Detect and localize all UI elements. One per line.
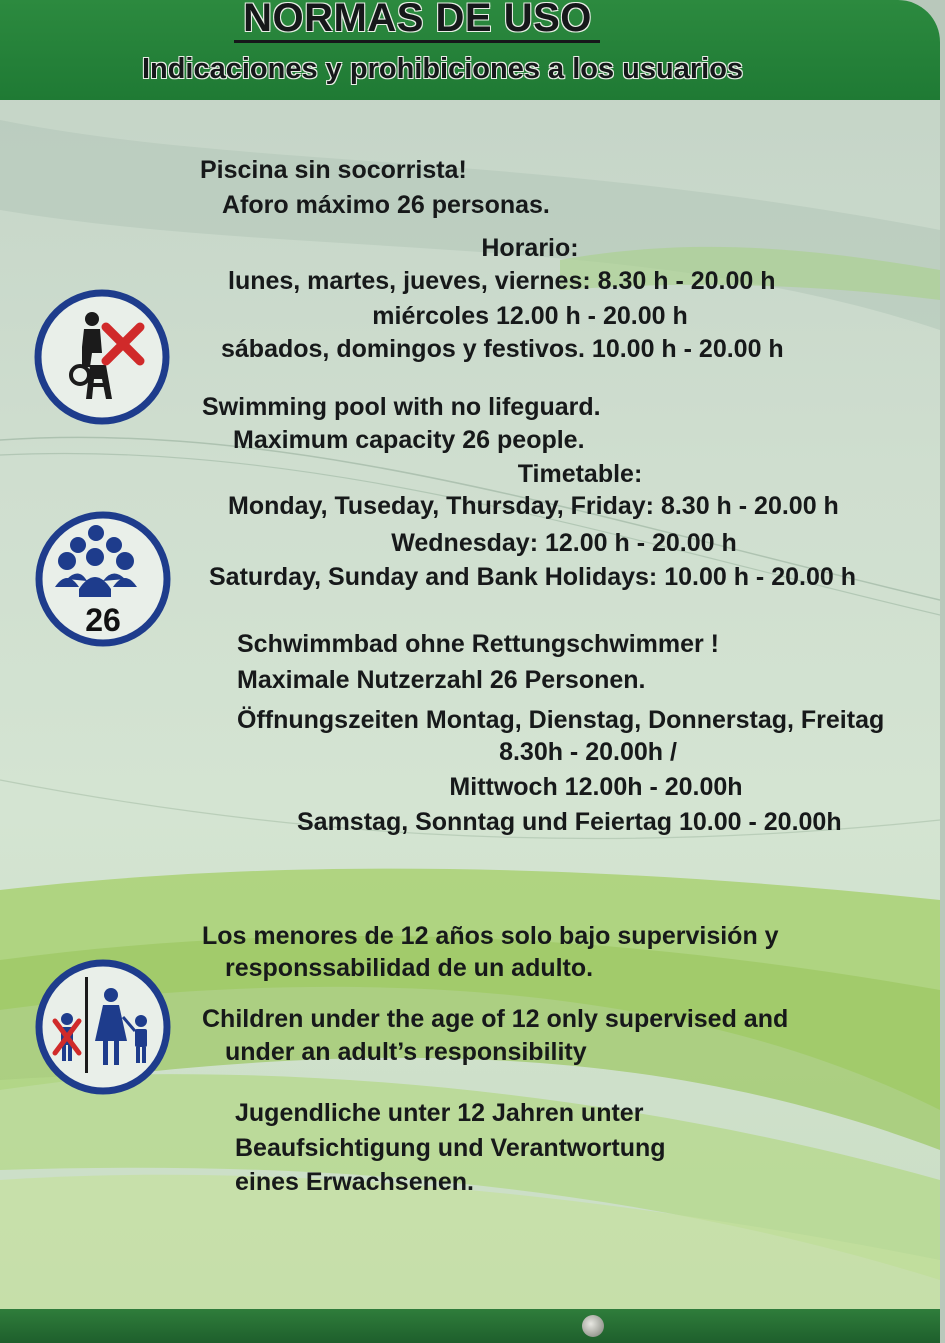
es-timetable-heading: Horario: bbox=[481, 234, 579, 262]
es-children-rule: Los menores de 12 años solo bajo supervisión y bbox=[202, 922, 779, 950]
de-children-rule-3: eines Erwachsenen. bbox=[235, 1168, 475, 1196]
de-opening-hours: Öffnungszeiten Montag, Dienstag, Donnerstag, Freitag bbox=[237, 706, 885, 734]
en-capacity: Maximum capacity 26 people. bbox=[233, 426, 585, 454]
es-weekday-hours: lunes, martes, jueves, viernes: 8.30 h - 20.00 h bbox=[228, 267, 776, 295]
es-wednesday-hours: miércoles 12.00 h - 20.00 h bbox=[372, 302, 688, 330]
en-wednesday-hours: Wednesday: 12.00 h - 20.00 h bbox=[391, 529, 737, 557]
de-children-rule: Jugendliche unter 12 Jahren unter bbox=[235, 1099, 644, 1127]
es-children-rule-2: responssabilidad de un adulto. bbox=[225, 954, 594, 982]
en-timetable-heading: Timetable: bbox=[517, 460, 643, 488]
de-weekday-hours: 8.30h - 20.00h / bbox=[499, 738, 677, 766]
header-band bbox=[0, 0, 940, 100]
de-weekend-hours: Samstag, Sonntag und Feiertag 10.00 - 20.00h bbox=[297, 808, 842, 836]
capacity-number: 26 bbox=[85, 602, 121, 638]
mounting-bolt bbox=[582, 1315, 604, 1337]
de-children-rule-2: Beaufsichtigung und Verantwortung bbox=[235, 1134, 666, 1162]
footer-band bbox=[0, 1309, 940, 1343]
title-underline bbox=[234, 40, 600, 43]
sign-title: NORMAS DE USO bbox=[243, 0, 592, 40]
es-capacity: Aforo máximo 26 personas. bbox=[222, 191, 550, 219]
sign-subtitle: Indicaciones y prohibiciones a los usuarios bbox=[141, 53, 744, 85]
no-lifeguard-icon bbox=[32, 287, 172, 427]
de-no-lifeguard: Schwimmbad ohne Rettungschwimmer ! bbox=[237, 630, 720, 658]
en-no-lifeguard: Swimming pool with no lifeguard. bbox=[202, 393, 601, 421]
de-capacity: Maximale Nutzerzahl 26 Personen. bbox=[237, 666, 646, 694]
en-weekday-hours: Monday, Tuseday, Thursday, Friday: 8.30 h - 20.00 h bbox=[228, 492, 839, 520]
people-group-icon bbox=[33, 509, 173, 649]
child-supervision-icon bbox=[33, 957, 173, 1097]
de-wednesday-hours: Mittwoch 12.00h - 20.00h bbox=[449, 773, 743, 801]
en-children-rule: Children under the age of 12 only supervised and bbox=[202, 1005, 789, 1033]
es-no-lifeguard: Piscina sin socorrista! bbox=[200, 156, 467, 184]
en-children-rule-2: under an adult’s responsibility bbox=[225, 1038, 587, 1066]
es-weekend-hours: sábados, domingos y festivos. 10.00 h - 20.00 h bbox=[221, 335, 784, 363]
en-weekend-hours: Saturday, Sunday and Bank Holidays: 10.00 h - 20.00 h bbox=[209, 563, 856, 591]
